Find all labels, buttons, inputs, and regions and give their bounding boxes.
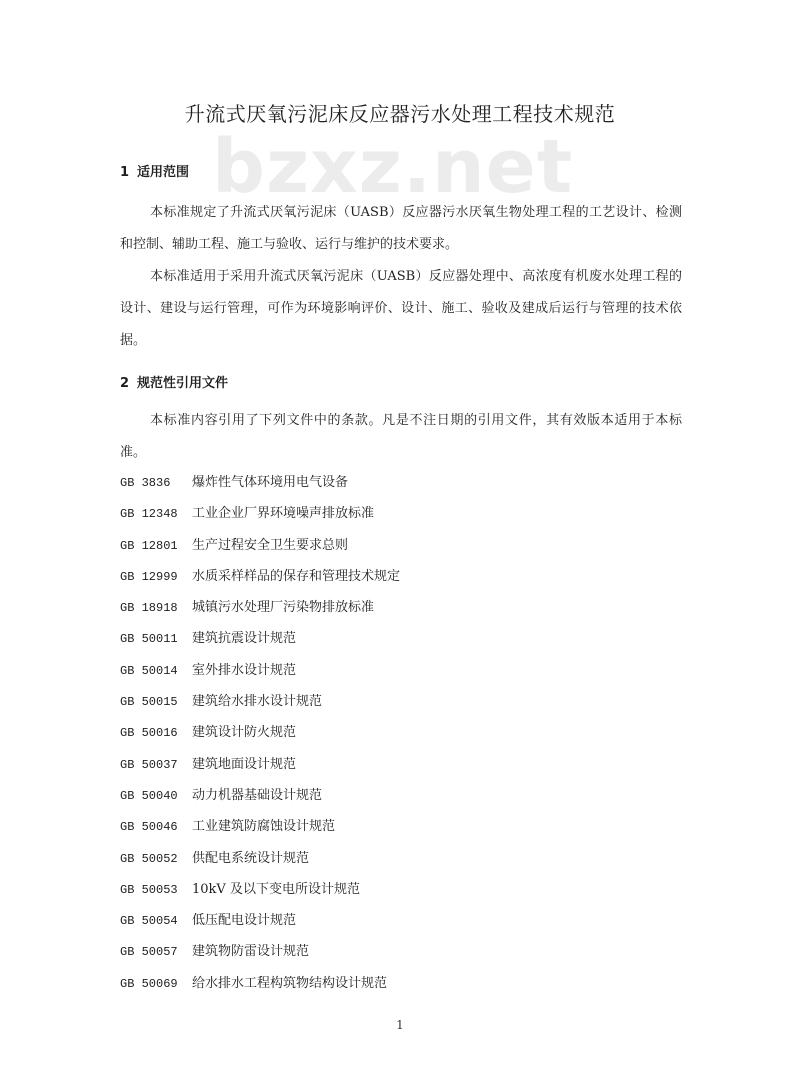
reference-item (120, 623, 400, 654)
reference-code: GB 50015 (120, 695, 178, 710)
reference-item (120, 843, 400, 874)
reference-code: GB 12801 (120, 538, 178, 553)
reference-list (120, 467, 400, 999)
reference-title: 城镇污水处理厂污染物排放标准 (192, 600, 375, 616)
reference-code: GB 12348 (120, 507, 178, 522)
reference-item (120, 592, 400, 623)
reference-title: 室外排水设计规范 (192, 662, 297, 678)
reference-item (120, 655, 400, 686)
reference-code: GB 50014 (120, 663, 178, 678)
section-2-heading (120, 372, 228, 391)
reference-title: 工业建筑防腐蚀设计规范 (192, 819, 336, 835)
reference-code: GB 3836 (120, 476, 171, 490)
reference-code: GB 50046 (120, 820, 178, 835)
section-2-intro: 本标准内容引用了下列文件中的条款。凡是不注日期的引用文件，其有效版本适用于本标准。 (120, 413, 682, 460)
reference-title: 工业企业厂界环境噪声排放标准 (192, 506, 375, 522)
reference-code: GB 50011 (120, 632, 178, 647)
reference-title: 10kV 及以下变电所设计规范 (192, 881, 360, 897)
reference-item (120, 717, 400, 748)
reference-item (120, 874, 400, 905)
reference-title: 低压配电设计规范 (192, 913, 297, 929)
reference-item (120, 530, 400, 561)
section-1-title: 适用范围 (137, 165, 190, 180)
reference-item (120, 749, 400, 780)
page-number: 1 (396, 1018, 404, 1032)
document-title: 升流式厌氧污泥床反应器污水处理工程技术规范 (184, 102, 616, 126)
watermark: bzxz.net (212, 124, 574, 210)
reference-title: 动力机器基础设计规范 (192, 787, 323, 803)
reference-code: GB 50069 (120, 976, 178, 991)
reference-title: 建筑抗震设计规范 (192, 631, 297, 647)
reference-item (120, 811, 400, 842)
reference-code: GB 12999 (120, 569, 178, 584)
reference-item (120, 686, 400, 717)
reference-item (120, 498, 400, 529)
reference-code: GB 50054 (120, 914, 178, 929)
reference-item (120, 905, 400, 936)
reference-item (120, 561, 400, 592)
reference-title: 供配电系统设计规范 (192, 850, 310, 866)
reference-title: 爆炸性气体环境用电气设备 (192, 475, 349, 490)
reference-code: GB 50053 (120, 882, 178, 897)
reference-title: 生产过程安全卫生要求总则 (192, 537, 349, 553)
section-1-paragraph-2: 本标准适用于采用升流式厌氧污泥床（UASB）反应器处理中、高浓度有机废水处理工程的设计、建设与运行管理，可作为环境影响评价、设计、施工、验收及建成后运行与管理的技术依据。 (120, 269, 682, 348)
reference-title: 建筑设计防火规范 (192, 725, 297, 741)
reference-item (120, 968, 400, 999)
section-1-paragraph-1: 本标准规定了升流式厌氧污泥床（UASB）反应器污水厌氧生物处理工程的工艺设计、检测和控制、辅助工程、施工与验收、运行与维护的技术要求。 (120, 205, 682, 252)
reference-title: 建筑给水排水设计规范 (192, 694, 323, 710)
reference-item (120, 780, 400, 811)
reference-title: 建筑物防雷设计规范 (192, 944, 310, 960)
reference-code: GB 50037 (120, 757, 178, 772)
section-1-heading (120, 161, 189, 180)
reference-code: GB 18918 (120, 601, 178, 616)
reference-title: 水质采样样品的保存和管理技术规定 (192, 568, 401, 584)
reference-item (120, 936, 400, 967)
reference-item (120, 467, 400, 498)
section-2-title: 规范性引用文件 (137, 376, 229, 391)
section-2-number: 2 (120, 376, 130, 391)
reference-code: GB 50016 (120, 726, 178, 741)
reference-title: 给水排水工程构筑物结构设计规范 (192, 975, 388, 991)
reference-code: GB 50040 (120, 788, 178, 803)
reference-code: GB 50052 (120, 851, 178, 866)
reference-code: GB 50057 (120, 945, 178, 960)
reference-title: 建筑地面设计规范 (192, 756, 297, 772)
section-1-number: 1 (120, 165, 130, 180)
